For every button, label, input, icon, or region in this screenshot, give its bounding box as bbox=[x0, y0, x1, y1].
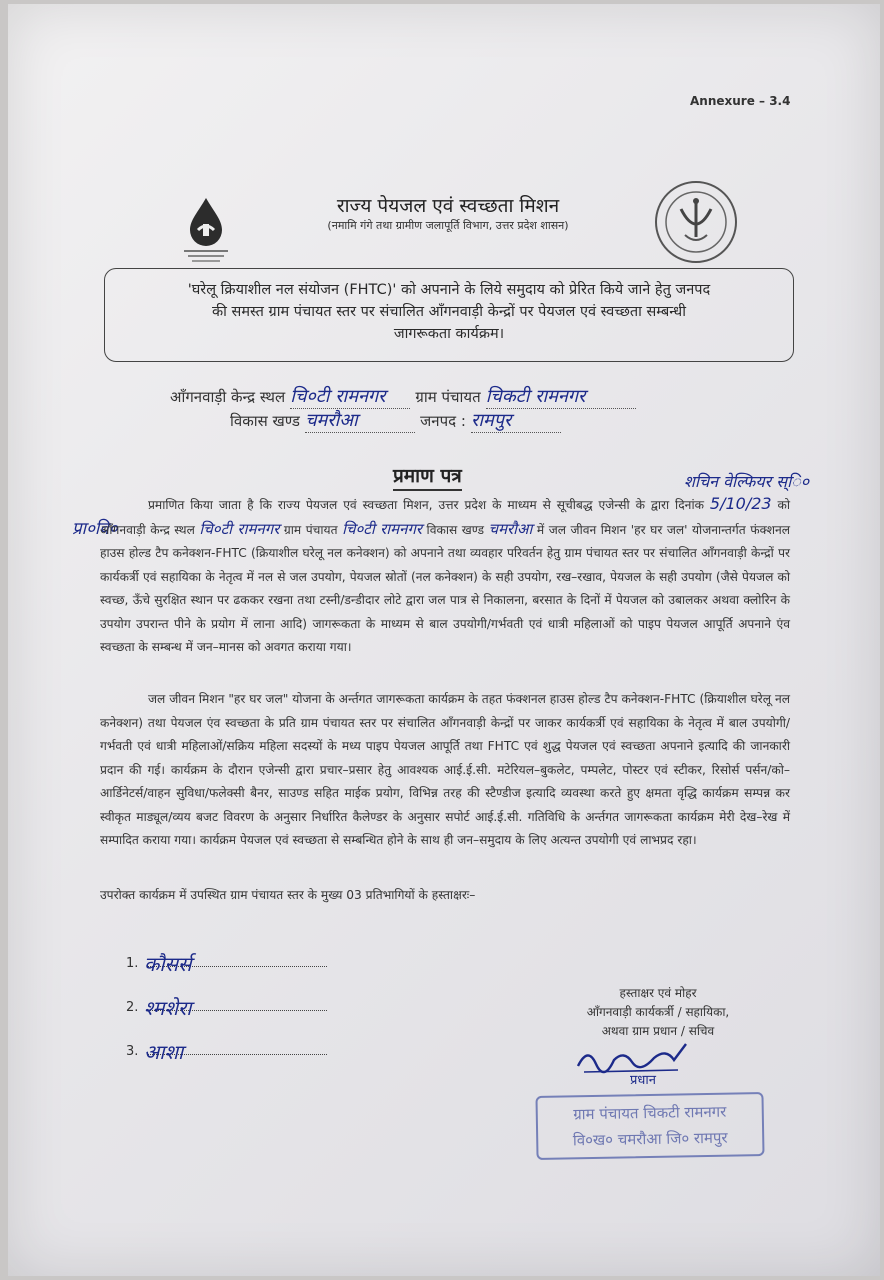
document-page bbox=[8, 4, 880, 1276]
participant-number: 2. bbox=[126, 1000, 139, 1015]
program-banner bbox=[104, 268, 794, 362]
signatory-block bbox=[568, 984, 748, 1041]
gram-panchayat-value: चिकटी रामनगर bbox=[486, 384, 636, 409]
banner-line-3: जागरूकता कार्यक्रम। bbox=[393, 326, 505, 342]
participant-signature: आशा bbox=[144, 1040, 184, 1064]
center-name: चि०टी रामनगर bbox=[199, 519, 280, 538]
participant-signature: कौसर्स bbox=[144, 952, 192, 976]
gram-panchayat-stamp bbox=[535, 1092, 764, 1160]
stamp-line-2: वि०ख० चमरौआ जि० रामपुर bbox=[572, 1128, 728, 1150]
pradhan-label: प्रधान bbox=[630, 1073, 656, 1088]
program-date: 5/10/23 bbox=[709, 494, 772, 513]
anganwadi-label: आँगनवाड़ी केन्द्र स्थल bbox=[170, 388, 286, 406]
banner-line-2: की समस्त ग्राम पंचायत स्तर पर संचालित आँगनवाड़ी केन्द्रों पर पेयजल एवं स्वच्छता सम्बन्धी bbox=[212, 304, 686, 320]
janpad-value: रामपुर bbox=[471, 408, 561, 433]
vikas-khand-value: चमरौआ bbox=[305, 408, 415, 433]
panchayat-name: चि०टी रामनगर bbox=[342, 519, 423, 538]
para1-part-e: पंचायत bbox=[305, 522, 338, 537]
participant-list bbox=[126, 952, 327, 1088]
signatory-line-2: आँगनवाड़ी कार्यकर्त्री / सहायिका, bbox=[586, 1005, 730, 1019]
mission-title: राज्य पेयजल एवं स्वच्छता मिशन bbox=[336, 195, 560, 217]
janpad-label: जनपद : bbox=[420, 412, 466, 430]
vikas-khand-row bbox=[230, 408, 561, 433]
participant-row bbox=[126, 1040, 327, 1088]
anganwadi-row bbox=[170, 384, 636, 409]
vikas-khand-label: विकास खण्ड bbox=[230, 412, 300, 430]
annexure-label: Annexure – 3.4 bbox=[690, 94, 791, 108]
participant-number: 3. bbox=[126, 1044, 139, 1059]
signatory-line-3: अथवा ग्राम प्रधान / सचिव bbox=[601, 1024, 715, 1038]
agency-name: शचिन वेल्फियर स्ि० bbox=[684, 472, 810, 491]
signatory-line-1: हस्ताक्षर एवं मोहर bbox=[619, 986, 697, 1000]
certificate-paragraph-2 bbox=[100, 688, 790, 853]
participant-number: 1. bbox=[126, 956, 139, 971]
para1-part-f: विकास खण्ड bbox=[426, 522, 485, 537]
para1-part-d: ग्राम bbox=[283, 522, 302, 537]
para1-part-g: में जल जीवन मिशन 'हर घर जल' योजनान्तर्गत फंक्शनल हाउस होल्ड टैप कनेक्शन-FHTC (क्रियाशील घरेलू नल कनेक्शन) को अपनाने तथा व्यवहार परिवर्तन हेतु ग्राम पंचायत स्तर पर संचालित आँगनवाड़ी केन्द्रों पर कार्यकर्त्री एवं सहायिका के नेतृत्व में नल से जल उपयोग, पेयजल स्रोतों (नल कनेक्शन) के सही उपयोग, रख–रखाव, पेयजल के सही उपयोग (जैसे पेयजल को स्वच्छ, ऊँचे सुरक्षित स्थान पर ढककर रखना तथा टस्नी/डन्डीदार लोटे द्वारा जल पात्र से निकालना, बरसात के दिनों में पेयजल को उबालकर अथवा क्लोरिन के उपयोग उपरान्त पीने के प्रयोग में लाना आदि) जागरूकता के माध्यम से बाल उपयोगी/गर्भवती एवं धात्री महिलाओं को पाइप पेयजल आपूर्ति अपनाने एंव स्वच्छता के सम्बन्ध में जन–मानस को अवगत कराया गया। bbox=[100, 522, 791, 654]
certificate-title: प्रमाण पत्र bbox=[393, 462, 462, 491]
banner-line-1: 'घरेलू क्रियाशील नल संयोजन (FHTC)' को अपनाने के लिये समुदाय को प्रेरित किये जाने हेतु जनपद bbox=[187, 282, 711, 298]
gram-panchayat-label: ग्राम पंचायत bbox=[415, 388, 481, 406]
para1-part-a: प्रमाणित किया जाता है कि राज्य पेयजल एवं स्वच्छता मिशन, उत्तर प्रदेश के माध्यम से सूचीबद्ध एजेन्सी bbox=[148, 498, 630, 512]
certificate-paragraph-3: उपरोक्त कार्यक्रम में उपस्थित ग्राम पंचायत स्तर के मुख्य 03 प्रतिभागियों के हस्ताक्षरः– bbox=[100, 888, 476, 902]
stamp-line-1: ग्राम पंचायत चिकटी रामनगर bbox=[573, 1102, 727, 1124]
certificate-paragraph-1 bbox=[100, 492, 790, 660]
margin-note: प्रा०वि० bbox=[72, 519, 118, 539]
anganwadi-value: चि०टी रामनगर bbox=[290, 384, 410, 409]
block-name: चमरौआ bbox=[488, 519, 533, 538]
para2-text: जल जीवन मिशन "हर घर जल" योजना के अर्न्तगत जागरूकता कार्यक्रम के तहत फंक्शनल हाउस होल्ड टैप कनेक्शन-FHTC (क्रियाशील घरेलू नल कनेक्शन) तथा पेयजल एंव स्वच्छता के प्रति ग्राम पंचायत स्तर पर संचालित आँगनवाड़ी केन्द्रों पर जाकर कार्यकर्त्री एवं सहायिका के नेतृत्व में बाल उपयोगी/गर्भवती एवं धात्री महिलाओं/सक्रिय महिला सदस्यों के मध्य पाइप पेयजल आपूर्ति तथा FHTC एवं शुद्ध पेयजल एवं स्वच्छता अपनाने इत्यादि की जानकारी प्रदान की गई। कार्यक्रम के दौरान एजेन्सी द्वारा प्रचार–प्रसार हेतु आवश्यक आई.ई.सी. मटेरियल–बुकलेट, पम्पलेट, पोस्टर एवं स्टीकर, रिसोर्स पर्सन/को–आर्डिनेटर्स/वाहन सुविधा/फलेक्सी बैनर, साउण्ड सहित माईक प्रयोग, विभिन्न तरह की स्टैण्डीज इत्यादि व्यवस्था करते हुए क्षमता वृद्धि कार्यक्रम सम्पन्न कर स्वीकृत माड्यूल/व्यय बजट विवरण के अनुसार निर्धारित कैलेण्डर के अनुसार सपोर्ट आई.ई.सी. गतिविधि के अर्न्तगत जागरूकता कार्यक्रम मेरी देख–रेख में सम्पादित कराया गया। कार्यक्रम पेयजल एवं स्वच्छता से सम्बन्धित होने के साथ ही जन–समुदाय के लिए अत्यन्त उपयोगी एवं लाभप्रद रहा। bbox=[100, 692, 790, 847]
mission-subtitle: (नमामि गंगे तथा ग्रामीण जलापूर्ति विभाग, उत्तर प्रदेश शासन) bbox=[327, 219, 569, 232]
water-drop-logo-icon bbox=[176, 194, 236, 264]
up-state-emblem-icon bbox=[653, 179, 739, 265]
para1-part-c: को आँगनवाड़ी केन्द्र स्थल bbox=[100, 498, 791, 537]
para1-part-b: के द्वारा दिनांक bbox=[635, 498, 704, 512]
participant-signature: श्मशेरा bbox=[144, 996, 192, 1020]
